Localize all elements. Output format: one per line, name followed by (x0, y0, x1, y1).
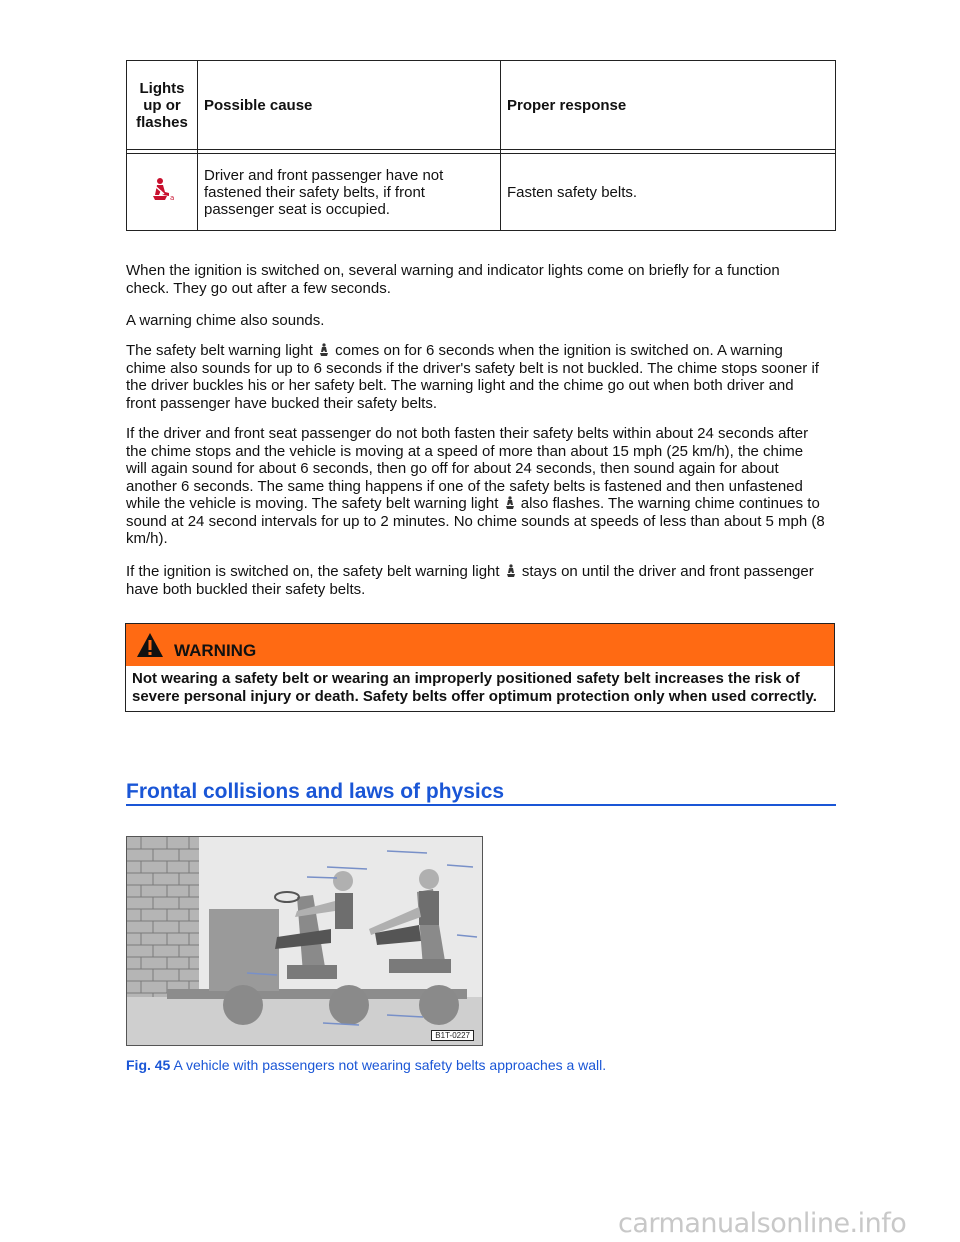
icon-cell (127, 154, 198, 231)
seatbelt-icon (505, 496, 515, 510)
seatbelt-icon (506, 564, 516, 578)
paragraph-text: comes on for 6 seconds when the ignition is switched on. A warning chime also sounds for up to 6 seconds if the driver's safety belt is not buckled. The chime stops sooner if the driver buckles his or her safety belt. The warning light and the chime go out when both driver and front passenger have bucked their safety belts. (126, 342, 819, 412)
paragraph-text: If the ignition is switched on, the safety belt warning light (126, 563, 500, 580)
paragraph-text: also flashes. The warning chime continues to sound at 24 second intervals for up to 2 minutes. No chime sounds at speeds of less than about 5 mph (8 km/h). (126, 495, 825, 547)
vehicle-wall-illustration (127, 837, 482, 1045)
heading-underline (126, 804, 836, 806)
watermark: carmanualsonline.info (618, 1208, 907, 1239)
table-row (127, 154, 836, 231)
paragraph-chime-timing (126, 425, 826, 548)
header-lights: Lights up or flashes (127, 61, 198, 150)
warning-box (125, 623, 835, 712)
warning-header (126, 624, 834, 666)
figure-code: B1T-0227 (431, 1030, 474, 1041)
possible-cause-cell: Driver and front passenger have not fastened their safety belts, if front passenger seat is occupied. (198, 154, 501, 231)
paragraph-function-check: When the ignition is switched on, several warning and indicator lights come on briefly for a function check. They go out after a few seconds. (126, 262, 780, 297)
header-possible-cause: Possible cause (198, 61, 501, 150)
paragraph-text: stays on until the driver and front passenger have both buckled their safety belts. (126, 563, 814, 598)
paragraph-text: If the driver and front seat passenger do not both fasten their safety belts within about 24 seconds after the chime stops and the vehicle is moving at a speed of more than about 15 mph (25 km/h), the chime will again sound for about 6 seconds, then go off for about 24 seconds, then sound again for about another 6 seconds. The same thing happens if one of the safety belts is fastened and then unfastened while the vehicle is moving. The safety belt warning light (126, 425, 809, 512)
svg-text:a: a (170, 194, 175, 202)
caption-text: A vehicle with passengers not wearing safety belts approaches a wall. (173, 1057, 607, 1073)
paragraph-text: The safety belt warning light (126, 342, 313, 359)
caption-label: Fig. 45 (126, 1057, 171, 1073)
table-header-row (127, 61, 836, 150)
figure-illustration (126, 836, 483, 1046)
seatbelt-icon (319, 343, 329, 357)
paragraph-warning-chime: A warning chime also sounds. (126, 312, 325, 329)
proper-response-cell: Fasten safety belts. (501, 154, 836, 231)
header-proper-response: Proper response (501, 61, 836, 150)
warning-title: WARNING (174, 641, 257, 660)
figure-caption (126, 1057, 606, 1073)
warning-text: Not wearing a safety belt or wearing an improperly positioned safety belt increases the risk of severe personal injury or death. Safety belts offer optimum protection only when used correctly. (132, 670, 817, 705)
warning-lights-table (126, 60, 836, 231)
section-heading: Frontal collisions and laws of physics (126, 780, 505, 803)
paragraph-belt-light (126, 342, 826, 412)
seatbelt-warning-icon (149, 190, 175, 207)
paragraph-stays-on (126, 563, 826, 598)
